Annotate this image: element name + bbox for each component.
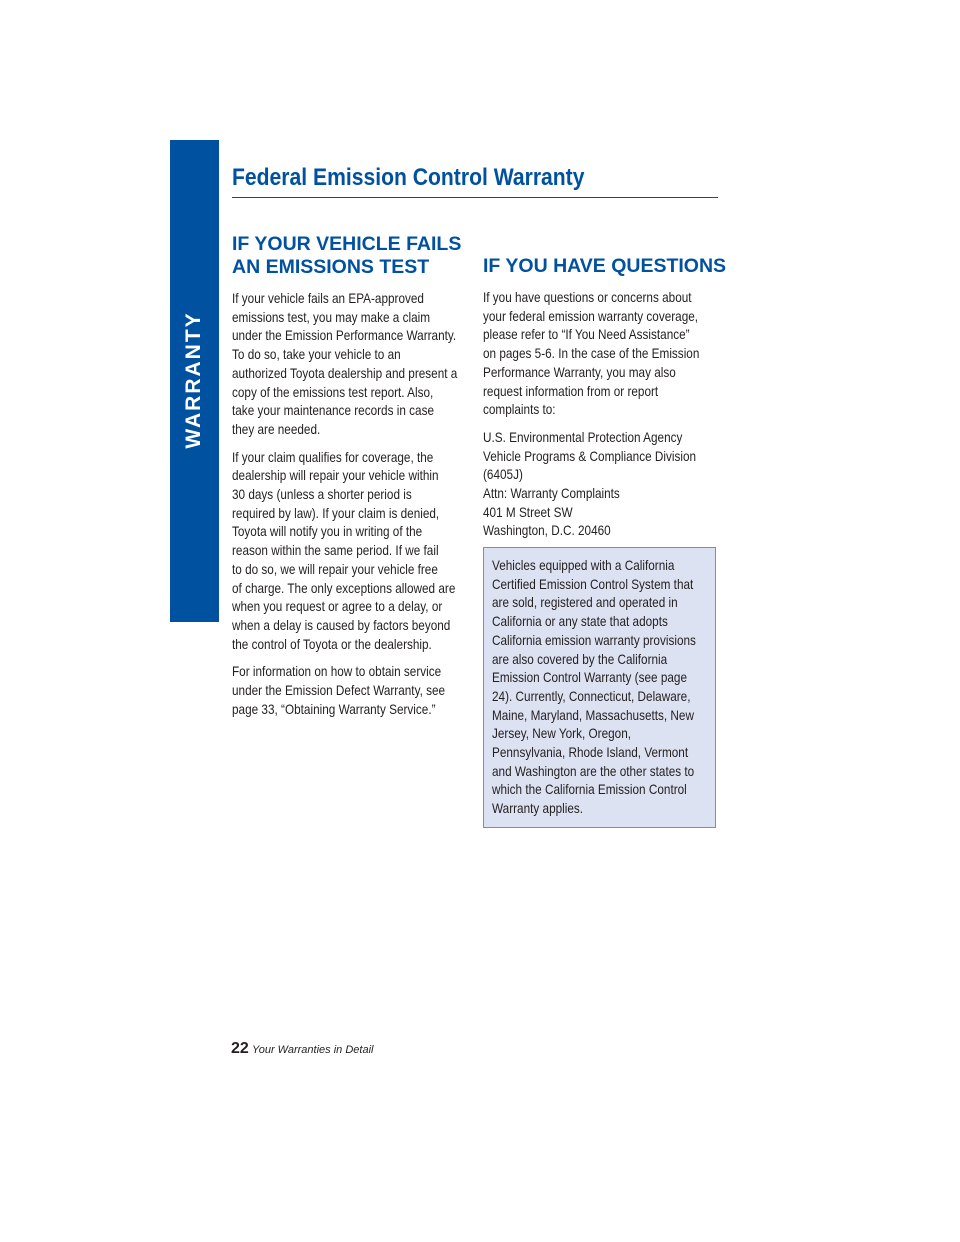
page-title: Federal Emission Control Warranty	[232, 164, 585, 191]
text-line: If your claim qualifies for coverage, the	[232, 448, 434, 465]
left-heading-line: AN EMISSIONS TEST	[232, 256, 430, 278]
section-tab-label: WARRANTY	[182, 311, 205, 449]
left-heading-line: IF YOUR VEHICLE FAILS	[232, 233, 462, 255]
note-line: are sold, registered and operated in	[492, 594, 678, 611]
address-line: Attn: Warranty Complaints	[483, 485, 620, 502]
text-line: required by law). If your claim is denied,	[232, 504, 440, 521]
epa-address	[483, 428, 718, 540]
text-line: If your vehicle fails an EPA-approved	[232, 290, 424, 306]
text-line: of charge. The only exceptions allowed are	[232, 579, 456, 596]
note-line: California emission warranty provisions	[492, 631, 696, 648]
text-line: emissions test, you may make a claim	[232, 308, 431, 325]
note-line: and Washington are the other states to	[492, 762, 695, 779]
note-line: Vehicles equipped with a California	[492, 557, 675, 573]
text-line: 30 days (unless a shorter period is	[232, 486, 412, 503]
california-note-box	[483, 547, 716, 828]
text-line: copy of the emissions test report. Also,	[232, 383, 434, 400]
address-line: Washington, D.C. 20460	[483, 522, 611, 539]
note-line: 24). Currently, Connecticut, Delaware,	[492, 687, 691, 704]
text-line: under the Emission Performance Warranty.	[232, 327, 457, 344]
left-paragraph	[232, 448, 467, 654]
note-line: Jersey, New York, Oregon,	[492, 725, 632, 742]
text-line: If you have questions or concerns about	[483, 289, 692, 305]
left-heading	[232, 233, 467, 279]
address-line: 401 M Street SW	[483, 503, 573, 520]
text-line: request information from or report	[483, 382, 659, 399]
note-line: which the California Emission Control	[492, 781, 687, 798]
text-line: Performance Warranty, you may also	[483, 363, 676, 380]
text-line: For information on how to obtain service	[232, 663, 442, 680]
note-line: Warranty applies.	[492, 800, 584, 817]
note-line: Emission Control Warranty (see page	[492, 669, 687, 686]
text-line: when a delay is caused by factors beyond	[232, 616, 451, 633]
right-heading: IF YOU HAVE QUESTIONS	[483, 255, 727, 277]
text-line: page 33, “Obtaining Warranty Service.”	[232, 700, 436, 717]
text-line: on pages 5-6. In the case of the Emission	[483, 345, 700, 362]
title-divider	[232, 197, 718, 198]
text-line: please refer to “If You Need Assistance”	[483, 326, 690, 343]
note-line: are also covered by the California	[492, 650, 668, 667]
address-line: (6405J)	[483, 466, 523, 483]
note-line: Certified Emission Control System that	[492, 575, 694, 592]
left-paragraph	[232, 289, 467, 439]
text-line: dealership will repair your vehicle within	[232, 467, 439, 484]
address-line: Vehicle Programs & Compliance Division	[483, 447, 697, 464]
page-number: 22	[231, 1040, 249, 1057]
left-paragraph	[232, 662, 467, 718]
text-line: your federal emission warranty coverage,	[483, 307, 699, 324]
text-line: to do so, we will repair your vehicle free	[232, 560, 438, 577]
text-line: under the Emission Defect Warranty, see	[232, 682, 446, 699]
footer-title: Your Warranties in Detail	[252, 1044, 374, 1056]
text-line: complaints to:	[483, 401, 556, 418]
text-line: authorized Toyota dealership and present a	[232, 364, 458, 381]
right-column	[483, 255, 727, 549]
left-column	[232, 233, 467, 727]
note-line: Maine, Maryland, Massachusetts, New	[492, 706, 694, 723]
text-line: Toyota will notify you in writing of the	[232, 523, 423, 540]
text-line: To do so, take your vehicle to an	[232, 346, 401, 363]
text-line: the control of Toyota or the dealership.	[232, 635, 432, 652]
right-paragraph	[483, 288, 718, 419]
address-line: U.S. Environmental Protection Agency	[483, 428, 683, 445]
text-line: take your maintenance records in case	[232, 402, 434, 419]
text-line: they are needed.	[232, 420, 321, 437]
text-line: when you request or agree to a delay, or	[232, 598, 443, 615]
text-line: reason within the same period. If we fail	[232, 542, 439, 559]
note-line: Pennsylvania, Rhode Island, Vermont	[492, 744, 689, 761]
note-line: California or any state that adopts	[492, 613, 668, 630]
